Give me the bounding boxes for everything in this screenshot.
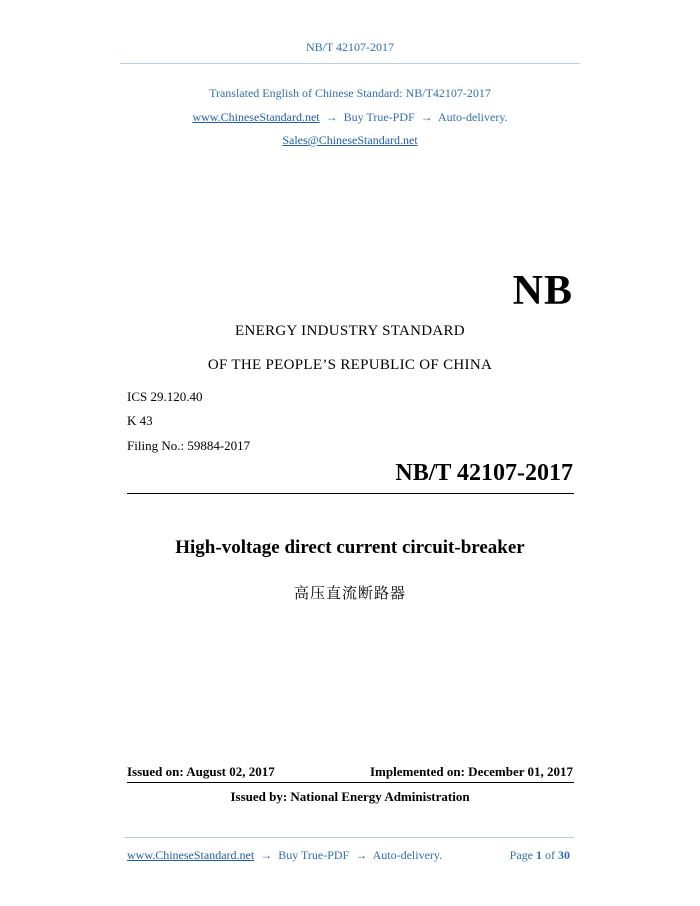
page-label: Page — [509, 848, 533, 862]
footer-divider — [124, 837, 574, 838]
dates-divider — [127, 782, 574, 783]
arrow-right-icon: → — [260, 848, 273, 862]
ics-code: ICS 29.120.40 — [127, 389, 203, 404]
page-current: 1 — [536, 848, 542, 862]
standard-number: NB/T 42107-2017 — [395, 460, 573, 486]
standard-type-line2: OF THE PEOPLE’S REPUBLIC OF CHINA — [207, 357, 493, 373]
nb-logo: NB — [512, 268, 573, 314]
translation-notice: Translated English of Chinese Standard: NB/T42107-2017 — [209, 86, 491, 100]
auto-delivery-text: Auto-delivery. — [438, 110, 508, 124]
arrow-right-icon: → — [420, 110, 433, 124]
filing-number: Filing No.: 59884-2017 — [127, 438, 251, 453]
page-total: 30 — [558, 848, 570, 862]
email-line — [0, 133, 700, 148]
page-indicator — [510, 848, 570, 863]
title-divider — [127, 493, 574, 494]
translation-purchase-line — [0, 110, 700, 125]
standard-type-line1: ENERGY INDUSTRY STANDARD — [235, 323, 465, 339]
arrow-right-icon: → — [325, 110, 338, 124]
sales-email-link[interactable]: Sales@ChineseStandard.net — [282, 133, 418, 147]
page-of: of — [545, 848, 555, 862]
issued-date: Issued on: August 02, 2017 — [127, 764, 275, 779]
arrow-right-icon: → — [355, 848, 368, 862]
footer-site-link[interactable]: www.ChineseStandard.net — [127, 848, 255, 862]
document-title: High-voltage direct current circuit-breaker — [175, 537, 525, 558]
footer-auto-delivery-text: Auto-delivery. — [372, 848, 443, 862]
site-link[interactable]: www.ChineseStandard.net — [192, 110, 320, 124]
header-divider — [120, 63, 580, 64]
issuing-authority: Issued by: National Energy Administration — [230, 789, 470, 804]
footer-purchase-line — [127, 848, 442, 863]
classification-code: K 43 — [127, 413, 153, 428]
implemented-date: Implemented on: December 01, 2017 — [369, 764, 573, 779]
footer-buy-pdf-text: Buy True-PDF — [278, 848, 350, 862]
header-standard-code: NB/T 42107-2017 — [305, 40, 395, 54]
buy-pdf-text: Buy True-PDF — [343, 110, 415, 124]
document-title-chinese: 高压直流断路器 — [293, 584, 406, 602]
